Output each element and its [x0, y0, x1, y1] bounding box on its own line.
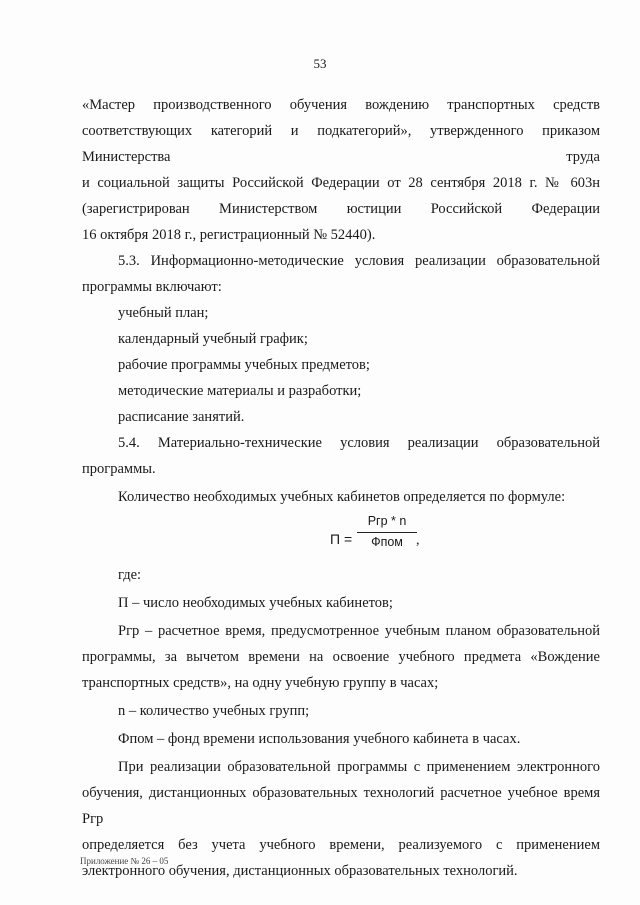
formula	[82, 510, 600, 562]
formula-comma: ,	[416, 533, 420, 548]
formula-numerator: Pгр * n	[357, 512, 417, 533]
where-label: где:	[118, 567, 142, 583]
para1-line: соответствующих категорий и подкатегорий», утвержденного приказом	[82, 123, 600, 139]
footer-note: Приложение № 26 – 05	[80, 856, 169, 866]
para1-line: и социальной защиты Российской Федерации от 28 сентября 2018 г. № 603н	[82, 175, 600, 191]
definition-n: n – количество учебных групп;	[118, 703, 310, 719]
section-5-4-continuation: программы.	[82, 461, 156, 477]
list-item: методические материалы и разработки;	[118, 383, 362, 399]
formula-denominator: Фпом	[371, 535, 403, 549]
definition-p: П – число необходимых учебных кабинетов;	[118, 595, 393, 611]
final-para-line: При реализации образовательной программы с применением электронного	[118, 759, 600, 775]
para1-line: 16 октября 2018 г., регистрационный № 52440).	[82, 227, 376, 243]
list-item: рабочие программы учебных предметов;	[118, 357, 370, 373]
section-5-3-continuation: программы включают:	[82, 279, 222, 295]
para1-line: Министерства труда	[82, 149, 600, 165]
formula-lhs: П =	[330, 531, 353, 547]
definition-prg-line: программы, за вычетом времени на освоение учебного предмета «Вождение	[82, 649, 600, 665]
body-text	[82, 92, 600, 884]
para1-line: «Мастер производственного обучения вождению транспортных средств	[82, 97, 600, 113]
final-para-line: обучения, дистанционных образовательных технологий расчетное учебное время Pгр	[82, 785, 600, 827]
list-item: учебный план;	[118, 305, 209, 321]
section-5-3-heading: 5.3. Информационно-методические условия реализации образовательной	[118, 253, 600, 269]
formula-intro: Количество необходимых учебных кабинетов определяется по формуле:	[118, 489, 566, 505]
definition-prg-line: Pгр – расчетное время, предусмотренное учебным планом образовательной	[118, 623, 600, 639]
final-para-line: определяется без учета учебного времени, реализуемого с применением	[82, 837, 600, 853]
list-item: расписание занятий.	[118, 409, 245, 425]
para1-line: (зарегистрирован Министерством юстиции Российской Федерации	[82, 201, 600, 217]
definition-prg-line: транспортных средств», на одну учебную группу в часах;	[82, 675, 439, 691]
definition-f: Фпом – фонд времени использования учебного кабинета в часах.	[118, 731, 521, 747]
final-para-line: электронного обучения, дистанционных образовательных технологий.	[82, 863, 518, 879]
formula-fraction	[357, 512, 417, 551]
section-5-4-heading: 5.4. Материально-технические условия реализации образовательной	[118, 435, 600, 451]
list-item: календарный учебный график;	[118, 331, 308, 347]
page-number: 53	[313, 56, 327, 71]
